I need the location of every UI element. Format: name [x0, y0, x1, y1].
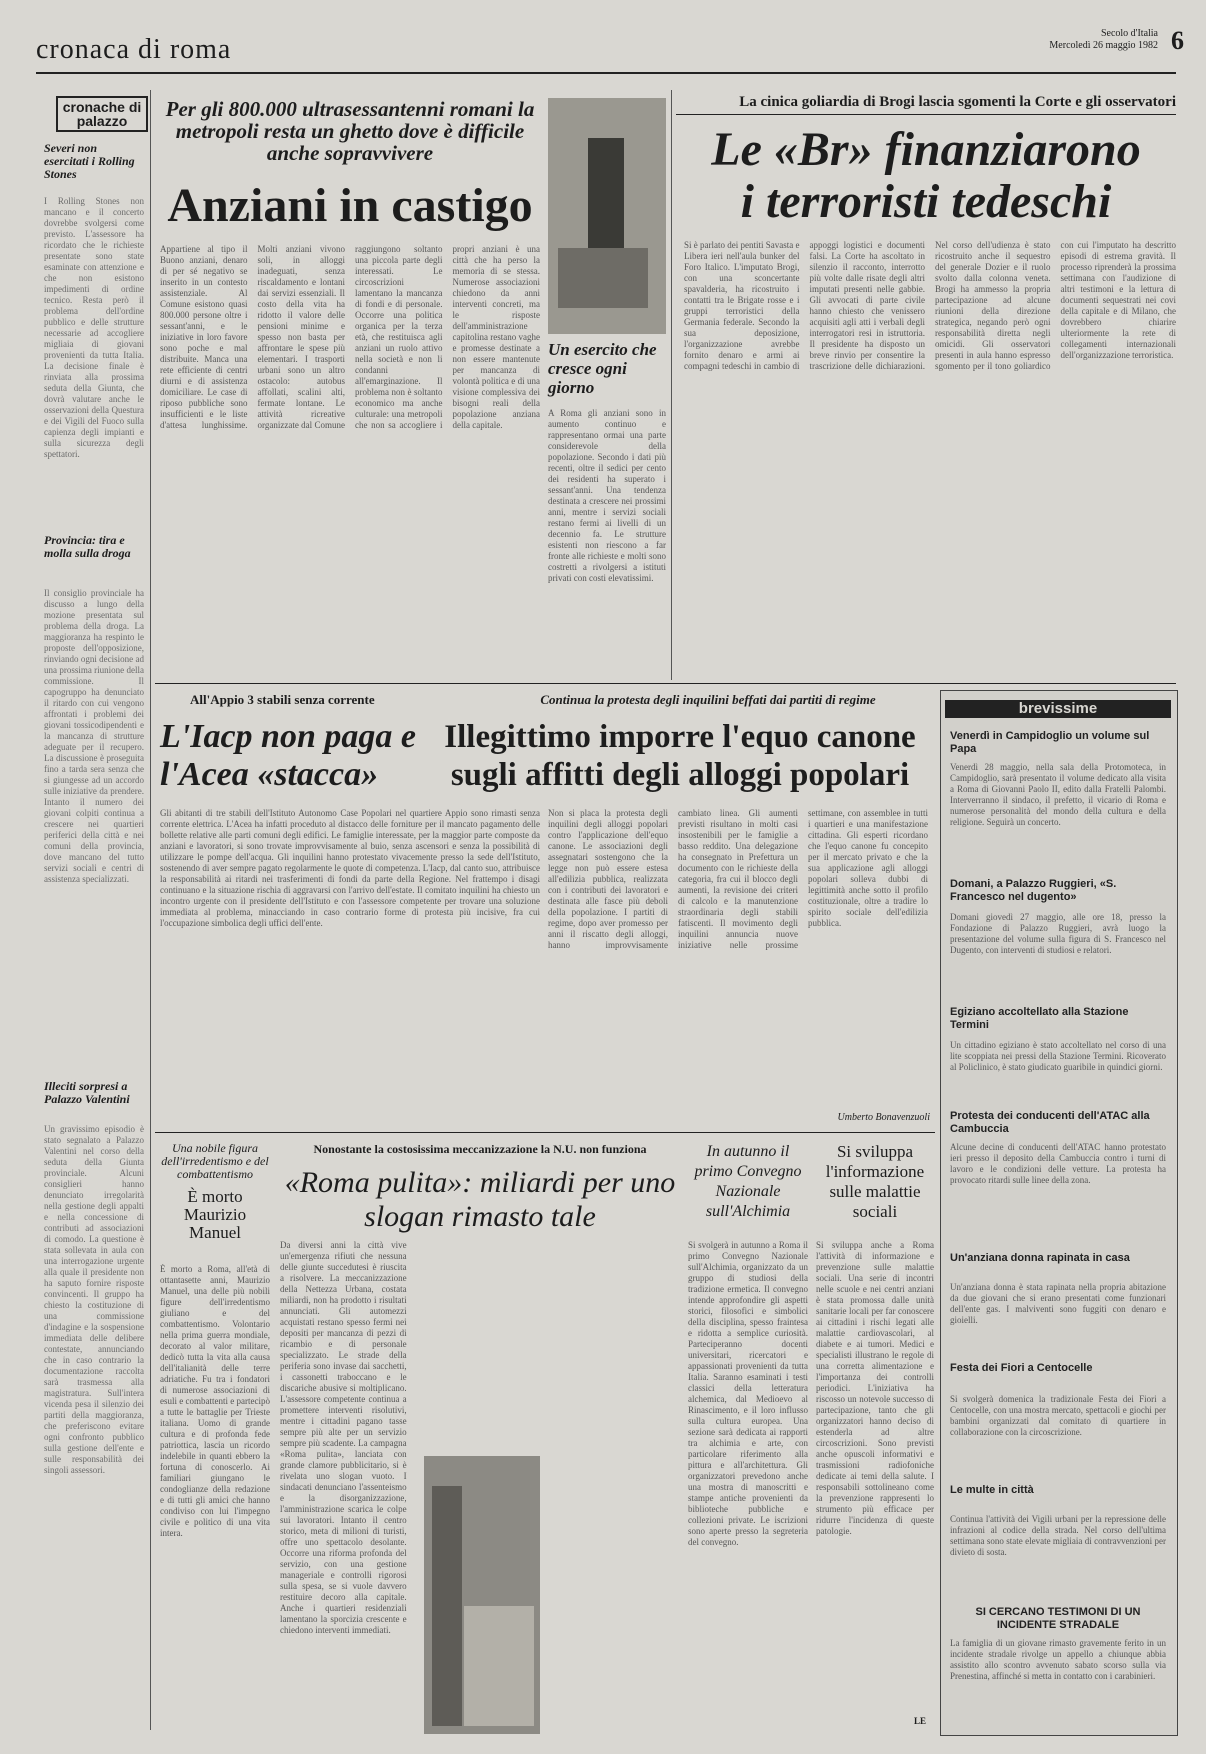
roma-pulita-title: «Roma pulita»: miliardi per uno slogan rimasto tale	[284, 1166, 676, 1233]
anziani-body-2: A Roma gli anziani sono in aumento continuo e rappresentano ormai una parte considerevole della popolazione. Secondo i dati più recenti, oltre il sedici per cento dei residenti ha superato i sessant'anni. Una tendenza destinata a crescere nei prossimi anni, mentre i servizi sociali restano fermi ai livelli di un decennio fa. Le strutture esistenti non riescono a far fronte alle richieste e molti sono costretti a rivolgersi a istituti privati con costi elevatissimi.	[548, 408, 666, 583]
brev-text-7: Continua l'attività dei Vigili urbani per la repressione delle infrazioni al codice della strada. Nel corso dell'ultima settimana sono state elevate migliaia di contravvenzioni per divieto di sosta.	[950, 1514, 1166, 1557]
canone-title: Illegittimo imporre l'equo canone sugli affitti degli alloggi popolari	[444, 719, 916, 793]
roma-pulita-body: Da diversi anni la città vive un'emergenza rifiuti che nessuna delle giunte succedutesi è riuscita a risolvere. La meccanizzazione della Nettezza Urbana, costata miliardi, non ha prodotto i risultati annunciati. Gli automezzi acquistati restano spesso fermi nei depositi per mancanza di pezzi di ricambio e di personale specializzato. Le strade della periferia sono invase dai sacchetti, i cassonetti traboccano e le discariche abusive si moltiplicano. L'assessore competente continua a promettere interventi risolutivi, mentre i cittadini pagano tasse sempre più alte per un servizio sempre più scadente. La campagna «Roma pulita», lanciata con grande clamore pubblicitario, si è rivelata uno slogan vuoto. I sindacati denunciano l'assenteismo e la disorganizzazione, l'amministrazione scarica le colpe sui lavoratori. Intanto il centro storico, meta di milioni di turisti, offre uno spettacolo desolante. Occorre una riforma profonda del servizio, con una gestione manageriale e controlli rigorosi sulla spesa, se si vuole davvero restituire decoro alla capitale. Anche i quartieri residenziali lamentano la sporcizia crescente e chiedono interventi immediati.	[280, 1240, 407, 1635]
alchimia-body: Si svolgerà in autunno a Roma il primo Convegno Nazionale sull'Alchimia, organizzato da un gruppo di studiosi della tradizione ermetica. Il convegno intende approfondire gli aspetti storici, filosofici e simbolici della disciplina, spesso fraintesa e ridotta a semplice curiosità. Parteciperanno docenti universitari, ricercatori e appassionati provenienti da tutta Italia. Saranno esaminati i testi classici della letteratura alchemica, dal Medioevo al Rinascimento, e il loro influsso sulla cultura europea. Una sezione sarà dedicata ai rapporti tra alchimia e arte, con particolare riferimento alla pittura e all'architettura. Gli organizzatori prevedono anche una mostra di manoscritti e stampe antiche provenienti da biblioteche pubbliche e collezioni private. Le iscrizioni sono aperte presso la segreteria del convegno.	[688, 1240, 808, 1547]
iacp-body: Gli abitanti di tre stabili dell'Istituto Autonomo Case Popolari nel quartiere Appio sono rimasti senza corrente elettrica. L'Acea ha infatti proceduto al distacco delle forniture per il mancato pagamento delle bollette relative alle parti comuni degli edifici. Le famiglie interessate, per la maggior parte composte da anziani e lavoratori, si sono trovate improvvisamente al buio, senza ascensori e senza la possibilità di utilizzare le pompe dell'acqua. Gli inquilini hanno protestato vivacemente presso la sede dell'Istituto, sostenendo di aver sempre pagato regolarmente le quote di competenza. L'Iacp, dal canto suo, attribuisce la responsabilità ai ritardi nei trasferimenti di fondi da parte della Regione. Nel frattempo i disagi continuano e la situazione rischia di aggravarsi con l'arrivo dell'estate. Il comitato inquilini ha chiesto un incontro urgente con il presidente dell'Istituto e con l'assessore competente per trovare una soluzione immediata al problema, minacciando in caso contrario forme di protesta più incisive, fra cui l'occupazione simbolica degli uffici dell'ente.	[160, 808, 540, 928]
paper-name: Secolo d'Italia	[1100, 28, 1158, 39]
anziani-photo	[548, 98, 666, 334]
header-rule	[36, 72, 1176, 74]
br-title-line2: i terroristi tedeschi	[740, 175, 1112, 228]
br-kicker-rule	[676, 114, 1176, 115]
middle-rule	[155, 683, 1176, 684]
brev-head-6: Festa dei Fiori a Centocelle	[950, 1362, 1093, 1374]
canone-kicker: Continua la protesta degli inquilini beffati dai partiti di regime	[540, 692, 876, 707]
malattie-title: Si sviluppa l'informazione sulle malattie sociali	[825, 1142, 925, 1221]
malattie-body: Si sviluppa anche a Roma l'attività di informazione e prevenzione sulle malattie sociali. Una serie di incontri nelle scuole e nei centri anziani è stata promossa dalle unità sanitarie locali per far conoscere ai cittadini i rischi legati alle malattie cardiovascolari, al diabete e ai tumori. Medici e specialisti illustrano le regole di una corretta alimentazione e l'importanza dei controlli periodici. L'iniziativa ha riscosso un notevole successo di partecipazione, tanto che gli organizzatori hanno deciso di estenderla ad altre circoscrizioni. Sono previsti anche opuscoli informativi e trasmissioni radiofoniche dedicate ai temi della salute. I responsabili sottolineano come la prevenzione rappresenti lo strumento più efficace per ridurre l'incidenza di queste patologie.	[816, 1240, 934, 1536]
brev-text-5: Un'anziana donna è stata rapinata nella propria abitazione da due giovani che si erano presentati come funzionari dell'ente gas. I malviventi sono fuggiti con denaro e gioielli.	[950, 1282, 1166, 1325]
brev-head-7: Le multe in città	[950, 1484, 1034, 1496]
photo-rubbish	[464, 1606, 534, 1726]
brev-text-6: Si svolgerà domenica la tradizionale Festa dei Fiori a Centocelle, con una mostra mercato, spettacoli e giochi per bambini organizzati dal comitato di quartiere in collaborazione con la circoscrizione.	[950, 1394, 1166, 1437]
iacp-kicker: All'Appio 3 stabili senza corrente	[190, 692, 375, 707]
photo-bench	[558, 248, 648, 308]
sidebar-item2-head: Provincia: tira e molla sulla droga	[44, 533, 131, 560]
brev-head-2: Domani, a Palazzo Ruggieri, «S. Francesco nel dugento»	[950, 878, 1117, 903]
brev-text-2: Domani giovedì 27 maggio, alle ore 18, presso la Fondazione di Palazzo Ruggieri, avrà luogo la presentazione del volume sulla figura di S. Francesco nel Dugento, con interventi di studiosi e relatori.	[950, 912, 1166, 955]
brev-head-5: Un'anziana donna rapinata in casa	[950, 1252, 1130, 1264]
brev-head-4: Protesta dei conducenti dell'ATAC alla Cambuccia	[950, 1110, 1150, 1135]
brev-text-1: Venerdì 28 maggio, nella sala della Protomoteca, in Campidoglio, sarà presentato il volume dedicato alla visita a Roma di Giovanni Paolo II, edito dalla Fratelli Palombi. Interverranno il sindaco, il prefetto, il vicario di Roma e numerose personalità del mondo della cultura e della religione. Seguirà un concerto.	[950, 762, 1166, 827]
roma-pulita-kicker: Nonostante la costosissima meccanizzazione la N.U. non funziona	[313, 1142, 647, 1156]
brev-head-1: Venerdì in Campidoglio un volume sul Papa	[950, 730, 1150, 755]
sidebar-divider	[150, 90, 151, 1730]
photo-figure	[588, 138, 624, 248]
canone-byline: Umberto Bonavenzuoli	[837, 1112, 930, 1123]
anziani-divider	[671, 90, 672, 680]
brev-head-3: Egiziano accoltellato alla Stazione Termini	[950, 1006, 1129, 1031]
brev-text-8: La famiglia di un giovane rimasto gravemente ferito in un incidente stradale rivolge un appello a chiunque abbia assistito allo scontro avvenuto sabato scorso sulla via Prenestina, affinché si metta in contatto con i carabinieri.	[950, 1638, 1166, 1681]
brevissime-title: brevissime	[945, 700, 1171, 718]
sidebar-title: cronache di palazzo	[56, 96, 148, 132]
signature: LE	[914, 1716, 927, 1726]
brev-text-4: Alcune decine di conducenti dell'ATAC hanno protestato ieri presso il deposito della Cambuccia contro i turni di lavoro e le condizioni delle vetture. La protesta ha provocato ritardi sulle linee della zona.	[950, 1142, 1166, 1185]
anziani-title: Anziani in castigo	[167, 179, 533, 232]
sidebar-item1-head: Severi non esercitati i Rolling Stones	[44, 141, 135, 181]
sidebar-text-1: I Rolling Stones non mancano e il concerto dovrebbe svolgersi come previsto. L'assessore ha ricordato che le richieste presentate sono state esaminate con attenzione e che non esistono impedimenti di ordine tecnico. Resta però il problema dell'ordine pubblico e delle strutture necessarie ad accogliere migliaia di giovani provenienti da tutta Italia. La decisione finale è rinviata alla prossima seduta della Giunta, che dovrà valutare anche le osservazioni della Questura e dei Vigili del Fuoco sulla capienza degli impianti e sulla sicurezza degli spettatori.	[44, 196, 144, 459]
iacp-title: L'Iacp non paga e l'Acea «stacca»	[160, 718, 416, 793]
br-body: Si è parlato dei pentiti Savasta e Libera ieri nell'aula bunker del Foro Italico. L'imputato Brogi, con una sconcertante spavalderia, ha ricostruito i contatti tra le Brigate rosse e i gruppi terroristici della Germania federale. Secondo la sua deposizione, l'organizzazione avrebbe fornito denaro e armi ai compagni tedeschi in cambio di appoggi logistici e documenti falsi. La Corte ha ascoltato in silenzio il racconto, interrotto più volte dalle risate degli altri imputati presenti nelle gabbie. Gli avvocati di parte civile hanno chiesto che venissero acquisiti agli atti i verbali degli interrogatori resi in istruttoria. Il presidente ha disposto un breve rinvio per consentire la trascrizione delle dichiarazioni. Nel corso dell'udienza è stato ricostruito anche il sequestro del generale Dozier e il ruolo svolto dalla colonna veneta. Brogi ha ammesso la propria partecipazione ad alcune riunioni della direzione strategica, negando però ogni responsabilità diretta negli omicidi. Gli osservatori presenti in aula hanno espresso sgomento per il tono goliardico con cui l'imputato ha descritto episodi di estrema gravità. Il processo riprenderà la prossima settimana con l'audizione di altri testimoni e la lettura di documenti sequestrati nei covi della capitale e di Milano, che dovrebbero chiarire ulteriormente la rete di collegamenti internazionali dell'organizzazione terroristica.	[684, 240, 1176, 371]
manuel-kicker: Una nobile figura dell'irredentismo e del combattentismo	[161, 1141, 269, 1181]
anziani-photo-caption: Un esercito che cresce ogni giorno	[548, 340, 657, 397]
lower-rule	[155, 1132, 935, 1133]
brev-text-3: Un cittadino egiziano è stato accoltellato nel corso di una lite scoppiata nei pressi della Stazione Termini. Ricoverato al Policlinico, è stato giudicato guaribile in quindici giorni.	[950, 1040, 1166, 1072]
sidebar-text-2: Il consiglio provinciale ha discusso a lungo della mozione presentata sul problema della droga. La maggioranza ha respinto le proposte dell'opposizione, rinviando ogni decisione ad una prossima riunione della commissione. Il capogruppo ha denunciato il ritardo con cui vengono affrontati i problemi dei giovani tossicodipendenti e la mancanza di strutture adeguate per il recupero. La discussione è proseguita fino a tarda sera senza che si giungesse ad un accordo sulle iniziative da prendere. Intanto il numero dei giovani colpiti continua a crescere nei quartieri periferici della città e nei comuni della provincia, dove mancano del tutto servizi sociali e centri di assistenza specializzati.	[44, 588, 144, 884]
br-kicker: La cinica goliardia di Brogi lascia sgomenti la Corte e gli osservatori	[739, 94, 1176, 110]
sidebar-item3-head: Illeciti sorpresi a Palazzo Valentini	[44, 1079, 130, 1106]
roma-pulita-photo	[424, 1456, 540, 1734]
br-title-line1: Le «Br» finanziarono	[711, 123, 1141, 176]
photo-building	[432, 1486, 462, 1726]
masthead-meta	[1049, 28, 1158, 52]
page-number: 6	[1171, 26, 1184, 55]
alchimia-title: In autunno il primo Convegno Nazionale sull'Alchimia	[694, 1143, 802, 1220]
manuel-body: È morto a Roma, all'età di ottantasette anni, Maurizio Manuel, una delle più nobili figure dell'irredentismo giuliano e del combattentismo. Volontario nella prima guerra mondiale, decorato al valor militare, dedicò tutta la vita alla causa dell'italianità delle terre adriatiche. Fu tra i fondatori di numerose associazioni di esuli e combattenti e partecipò a tutte le battaglie per Trieste italiana. Uomo di grande cultura e di profonda fede patriottica, lascia un ricordo indelebile in quanti ebbero la fortuna di conoscerlo. Ai familiari giungano le condoglianze della redazione e di tutti gli amici che hanno condiviso con lui l'impegno civile e politico di una vita intera.	[160, 1264, 270, 1538]
br-title	[676, 124, 1176, 228]
section-title: cronaca di roma	[36, 34, 232, 65]
sidebar-text-3: Un gravissimo episodio è stato segnalato a Palazzo Valentini nel corso della seduta della Giunta provinciale. Alcuni consiglieri hanno denunciato irregolarità nella gestione degli appalti e nella concessione di contributi ad associazioni di comodo. La questione è stata sollevata in aula con una interrogazione urgente alla quale il presidente non ha saputo fornire risposte convincenti. Il gruppo ha chiesto la costituzione di una commissione d'indagine e la sospensione immediata delle delibere contestate, annunciando che in caso contrario la documentazione raccolta sarà trasmessa alla magistratura. Sull'intera vicenda pesa il silenzio dei partiti della maggioranza, che preferiscono evitare ogni confronto pubblico sulla gestione dell'ente e sulle responsabilità dei singoli assessori.	[44, 1124, 144, 1475]
issue-date: Mercoledì 26 maggio 1982	[1049, 40, 1158, 51]
anziani-kicker: Per gli 800.000 ultrasessantenni romani la metropoli resta un ghetto dove è difficile anche sopravvivere	[165, 97, 535, 165]
brev-head-8: SI CERCANO TESTIMONI DI UN INCIDENTE STRADALE	[975, 1606, 1141, 1631]
canone-body: Non si placa la protesta degli inquilini degli alloggi popolari contro l'applicazione dell'equo canone. Le associazioni degli assegnatari sostengono che la legge non può essere estesa all'edilizia pubblica, realizzata con i contributi dei lavoratori e destinata alle fasce più deboli della popolazione. I partiti di regime, dopo aver promesso per anni il riscatto degli alloggi, hanno improvvisamente cambiato linea. Gli aumenti previsti risultano in molti casi insostenibili per le famiglie a basso reddito. Una delegazione ha consegnato in Prefettura un documento con le richieste della categoria, fra cui il blocco degli aumenti, la revisione dei criteri di calcolo e la manutenzione straordinaria degli stabili fatiscenti. Il movimento degli inquilini annuncia nuove iniziative nelle prossime settimane, con assemblee in tutti i quartieri e una manifestazione cittadina. Gli esperti ricordano che l'equo canone fu concepito per il mercato privato e che la sua applicazione agli alloggi popolari solleva dubbi di legittimità anche sotto il profilo costituzionale, oltre a tradire lo spirito sociale dell'edilizia pubblica.	[548, 808, 928, 950]
manuel-title: È morto Maurizio Manuel	[183, 1187, 247, 1242]
anziani-body: Appartiene al tipo il Buono anziani, denaro di per sé negativo se inserito in un contesto assistenziale. Al Comune esistono quasi 800.000 persone oltre i sessant'anni, e le iniziative in loro favore sono poche e mal distribuite. Manca una rete efficiente di centri diurni e di assistenza domiciliare. Le case di riposo pubbliche sono insufficienti e le liste d'attesa lunghissime. Molti anziani vivono soli, in alloggi inadeguati, senza riscaldamento e lontani dai servizi essenziali. Il costo della vita ha ridotto il valore delle pensioni minime e spesso non basta per affrontare le spese più elementari. I trasporti urbani sono un altro ostacolo: autobus affollati, scalini alti, fermate lontane. Le attività ricreative organizzate dal Comune raggiungono soltanto una piccola parte degli interessati. Le circoscrizioni lamentano la mancanza di fondi e di personale. Occorre una politica organica per la terza età, che restituisca agli anziani un ruolo attivo nella società e non li condanni all'emarginazione. Il problema non è soltanto economico ma anche culturale: una metropoli che non sa accogliere i propri anziani è una città che ha perso la memoria di se stessa. Numerose associazioni chiedono da anni interventi concreti, ma le risposte dell'amministrazione capitolina restano vaghe e promesse destinate a non essere mantenute per mancanza di volontà politica e di una visione complessiva dei bisogni reali della popolazione anziana della capitale.	[160, 244, 540, 430]
